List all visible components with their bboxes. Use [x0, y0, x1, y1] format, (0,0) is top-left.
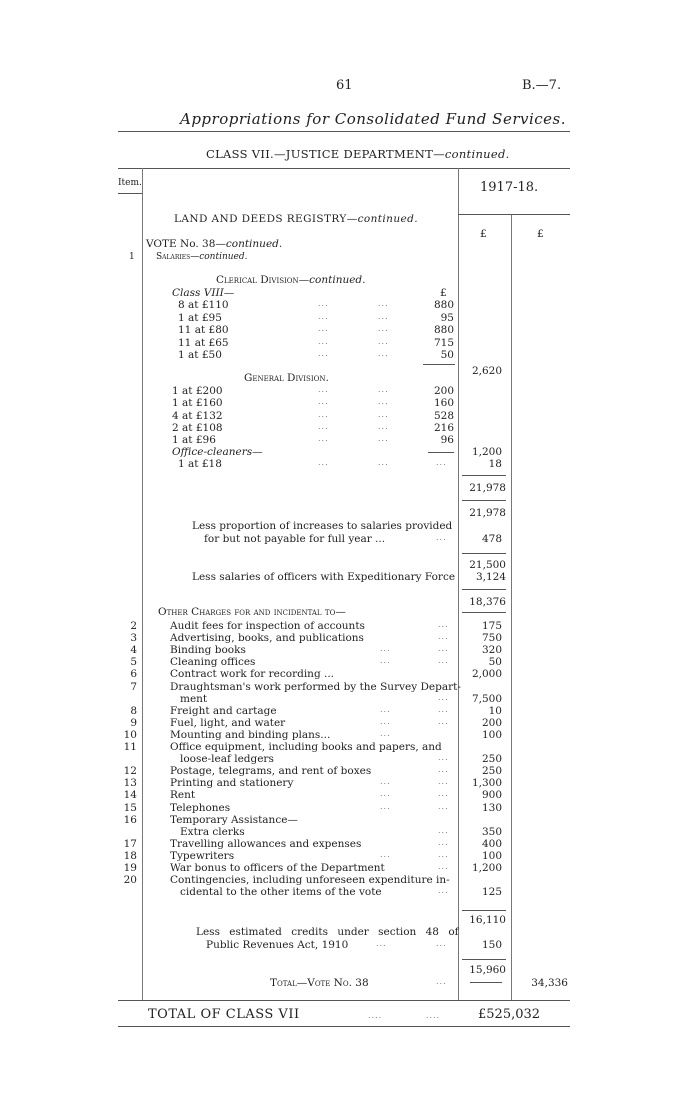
cleaners-row-label: 1 at £18 [178, 458, 222, 470]
other-charge-value: 200 [481, 716, 502, 729]
item-number: 14 [123, 789, 137, 802]
item-column-divider [142, 168, 143, 1000]
leader-dots: ... [380, 704, 391, 714]
clerical-row-label: 11 at £65 [178, 336, 229, 349]
general-row-value: 200 [433, 385, 454, 397]
leader-dots: ... [378, 409, 389, 419]
leader-dots: ... [438, 656, 449, 666]
other-charge-value: 1,200 [471, 862, 502, 874]
other-charge-label: Rent [170, 789, 196, 802]
clerical-division-heading: Clerical Division—continued. [216, 274, 366, 286]
item-number: 16 [123, 813, 137, 826]
clerical-row-value: 880 [433, 324, 454, 336]
item-number: 19 [123, 862, 137, 874]
item-number: 4 [130, 644, 137, 657]
other-charge-label-cont: ment [180, 692, 208, 705]
leader-dots: ... [378, 397, 389, 407]
leader-dots: ... [380, 789, 391, 799]
general-subtotal: 1,200 [471, 446, 502, 458]
item-number: 15 [123, 801, 137, 814]
leader-dots: ... [318, 311, 329, 321]
clerical-row-label: 8 at £110 [178, 299, 229, 311]
leader-dots: ... [378, 349, 389, 358]
pound-header-b: £ [537, 228, 544, 240]
other-charge-value: 10 [488, 704, 502, 717]
leader-dots: ... [438, 886, 449, 896]
total-2: 21,978 [469, 507, 506, 519]
leader-dots: ... [318, 397, 329, 407]
leader-dots: ... [438, 837, 449, 847]
leader-dots: ... [380, 644, 391, 654]
table-bottom-rule [118, 1000, 570, 1001]
other-charges-total: 16,110 [469, 914, 506, 926]
other-charge-value: 350 [481, 825, 502, 838]
leader-dots: ... [378, 434, 389, 444]
title-rule [118, 131, 570, 132]
other-charge-label: Temporary Assistance— [170, 813, 298, 826]
leader-dots: ... [318, 324, 329, 333]
other-charge-value: 900 [481, 789, 502, 802]
other-charge-label: Freight and cartage [170, 704, 277, 717]
leader-dots: ... [380, 849, 391, 859]
other-charge-value: 7,500 [471, 692, 502, 705]
other-charge-value: 250 [481, 753, 502, 766]
general-subtotal-rule [428, 452, 454, 453]
vote-total-label: Total—Vote No. 38 [270, 977, 369, 989]
item-number: 9 [130, 716, 137, 729]
leader-dots: ... [378, 385, 389, 394]
credits-line1: Less estimated credits under section 48 of [196, 926, 459, 938]
page-title: Appropriations for Consolidated Fund Services. [180, 110, 567, 128]
year-header-rule [458, 214, 570, 215]
vote-total-value: 34,336 [531, 977, 568, 989]
other-charge-label: Typewriters [170, 849, 235, 862]
less-increases-line2: for but not payable for full year ... [204, 533, 386, 545]
footer-rule [118, 1026, 570, 1027]
other-charge-label: War bonus to officers of the Department [170, 862, 385, 874]
clerical-row-label: 11 at £80 [178, 324, 229, 336]
item-number-1: 1 [129, 252, 135, 262]
other-charge-label: Contingencies, including unforeseen expenditure in- [170, 874, 450, 887]
clerical-row-value: 95 [440, 311, 454, 324]
general-row-label: 1 at £200 [172, 385, 223, 397]
clerical-row-value: 50 [440, 349, 454, 361]
other-charge-value: 175 [481, 620, 502, 632]
other-charge-value: 50 [488, 656, 502, 669]
other-charge-value: 125 [481, 886, 502, 899]
other-charge-label: Cleaning offices [170, 656, 256, 669]
leader-dots: ... [438, 716, 449, 726]
item-number: 3 [130, 632, 137, 645]
leader-dots: ... [378, 336, 389, 346]
leader-dots: ... [380, 801, 391, 811]
other-charge-value: 750 [481, 632, 502, 645]
net-total: 15,960 [469, 964, 506, 976]
clerical-row-label: 1 at £50 [178, 349, 222, 361]
salaries-heading: Salaries—continued. [156, 252, 248, 262]
other-charge-value: 100 [481, 728, 502, 741]
leader-dots: ... [438, 765, 449, 775]
amount-column-divider [458, 168, 459, 1000]
leader-dots: ... [438, 692, 449, 702]
general-row-value: 96 [440, 434, 454, 447]
general-row-label: 1 at £160 [172, 397, 223, 410]
total-column-divider [511, 215, 512, 1000]
leader-dots: ... [318, 421, 329, 431]
clerical-row-label: 1 at £95 [178, 311, 222, 324]
item-number: 8 [130, 704, 137, 717]
other-charge-label: Office equipment, including books and papers, and [170, 741, 442, 753]
other-charge-label-cont: cidental to the other items of the vote [180, 886, 382, 899]
item-number: 7 [130, 680, 137, 693]
other-charge-value: 130 [481, 801, 502, 814]
leader-dots: ... [318, 336, 329, 346]
less-expeditionary-label: Less salaries of officers with Expeditionary Force [192, 571, 456, 583]
other-charge-label: Telephones [170, 801, 231, 814]
item-number: 20 [123, 874, 137, 887]
general-row-label: 2 at £108 [172, 421, 223, 434]
clerical-subtotal-rule [423, 364, 455, 365]
leader-dots: ... [438, 801, 449, 811]
item-number: 13 [123, 777, 137, 790]
other-charge-label: Audit fees for inspection of accounts [170, 620, 365, 632]
leader-dots: ... [438, 753, 449, 763]
item-number: 2 [130, 620, 137, 632]
other-charge-label-cont: loose-leaf ledgers [180, 753, 274, 766]
item-number: 11 [123, 741, 137, 753]
leader-dots: ... [438, 825, 449, 835]
other-charge-label: Advertising, books, and publications [170, 632, 364, 645]
general-row-label: 1 at £96 [172, 434, 216, 447]
leader-dots: ... [378, 421, 389, 431]
general-row-value: 528 [433, 409, 454, 422]
pound-header-a: £ [480, 228, 487, 240]
table-top-rule [118, 168, 570, 169]
leader-dots: ... [380, 777, 391, 787]
leader-dots: ... [378, 299, 389, 308]
total-4: 18,376 [469, 596, 506, 608]
leader-dots: ... [318, 385, 329, 394]
leader-dots: ... [380, 716, 391, 726]
cleaners-value: 18 [488, 458, 502, 470]
other-charge-label: Contract work for recording ... [170, 668, 335, 681]
other-charge-value: 250 [481, 765, 502, 778]
leader-dots: ... [378, 324, 389, 333]
credits-line2: Public Revenues Act, 1910 [206, 939, 349, 951]
less-expeditionary-value: 3,124 [475, 571, 506, 583]
leader-dots: ... [438, 704, 449, 714]
other-charge-value: 1,300 [471, 777, 502, 790]
leader-dots: ... [318, 434, 329, 444]
other-charges-heading: Other Charges for and incidental to— [158, 606, 346, 618]
other-charge-label: Printing and stationery [170, 777, 294, 790]
leader-dots: ... [438, 862, 449, 871]
other-charge-value: 320 [481, 644, 502, 657]
vote-heading: VOTE No. 38—continued. [146, 238, 283, 250]
leader-dots: ... [318, 299, 329, 308]
item-number: 10 [123, 728, 137, 741]
other-charge-value: 100 [481, 849, 502, 862]
total-3: 21,500 [469, 559, 506, 571]
item-number: 5 [130, 656, 137, 669]
clerical-row-value: 715 [433, 336, 454, 349]
item-number: 12 [123, 765, 137, 778]
general-row-value: 216 [433, 421, 454, 434]
credits-value: 150 [481, 939, 502, 951]
general-division-heading: General Division. [244, 372, 329, 384]
class-total-label: TOTAL OF CLASS VII [148, 1007, 300, 1022]
other-charge-value: 2,000 [471, 668, 502, 681]
item-number: 6 [130, 668, 137, 681]
general-row-label: 4 at £132 [172, 409, 223, 422]
other-charge-label: Postage, telegrams, and rent of boxes [170, 765, 372, 778]
class-heading: CLASS VII.—JUSTICE DEPARTMENT—continued. [206, 147, 510, 161]
leader-dots: ... [380, 728, 391, 738]
leader-dots: ... [438, 644, 449, 654]
total-1: 21,978 [469, 482, 506, 494]
less-increases-line1: Less proportion of increases to salaries provided [192, 520, 453, 532]
leader-dots: ... [318, 349, 329, 358]
other-charge-label: Binding books [170, 644, 246, 657]
clerical-subtotal: 2,620 [471, 365, 502, 377]
leader-dots: ... [438, 789, 449, 799]
leader-dots: ... [438, 777, 449, 787]
section-heading: LAND AND DEEDS REGISTRY—continued. [174, 213, 418, 225]
leader-dots: ... [438, 620, 449, 629]
year-header: 1917-18. [480, 180, 539, 195]
document-reference: B.—7. [522, 78, 562, 93]
item-number: 18 [123, 849, 137, 862]
item-header-rule [118, 193, 142, 194]
other-charge-label: Mounting and binding plans... [170, 728, 331, 741]
class-viii-label: Class VIII— [172, 287, 235, 299]
other-charge-label-cont: Extra clerks [180, 825, 245, 838]
less-increases-value: 478 [481, 533, 502, 545]
item-number: 17 [123, 837, 137, 850]
office-cleaners-label: Office-cleaners— [172, 446, 263, 458]
leader-dots: ... [380, 656, 391, 666]
other-charge-label: Travelling allowances and expenses [170, 837, 362, 850]
class-total-value: £525,032 [478, 1007, 541, 1022]
other-charge-label: Draughtsman's work performed by the Survey Depart- [170, 680, 461, 693]
leader-dots: ... [318, 409, 329, 419]
other-charge-label: Fuel, light, and water [170, 716, 286, 729]
leader-dots: ... [378, 311, 389, 321]
leader-dots: ... [438, 849, 449, 859]
page-number: 61 [336, 78, 353, 93]
clerical-row-value: 880 [433, 299, 454, 311]
pound-sign: £ [440, 287, 447, 299]
general-row-value: 160 [433, 397, 454, 410]
other-charge-value: 400 [481, 837, 502, 850]
item-column-header: Item. [118, 178, 142, 188]
leader-dots: ... [438, 632, 449, 642]
